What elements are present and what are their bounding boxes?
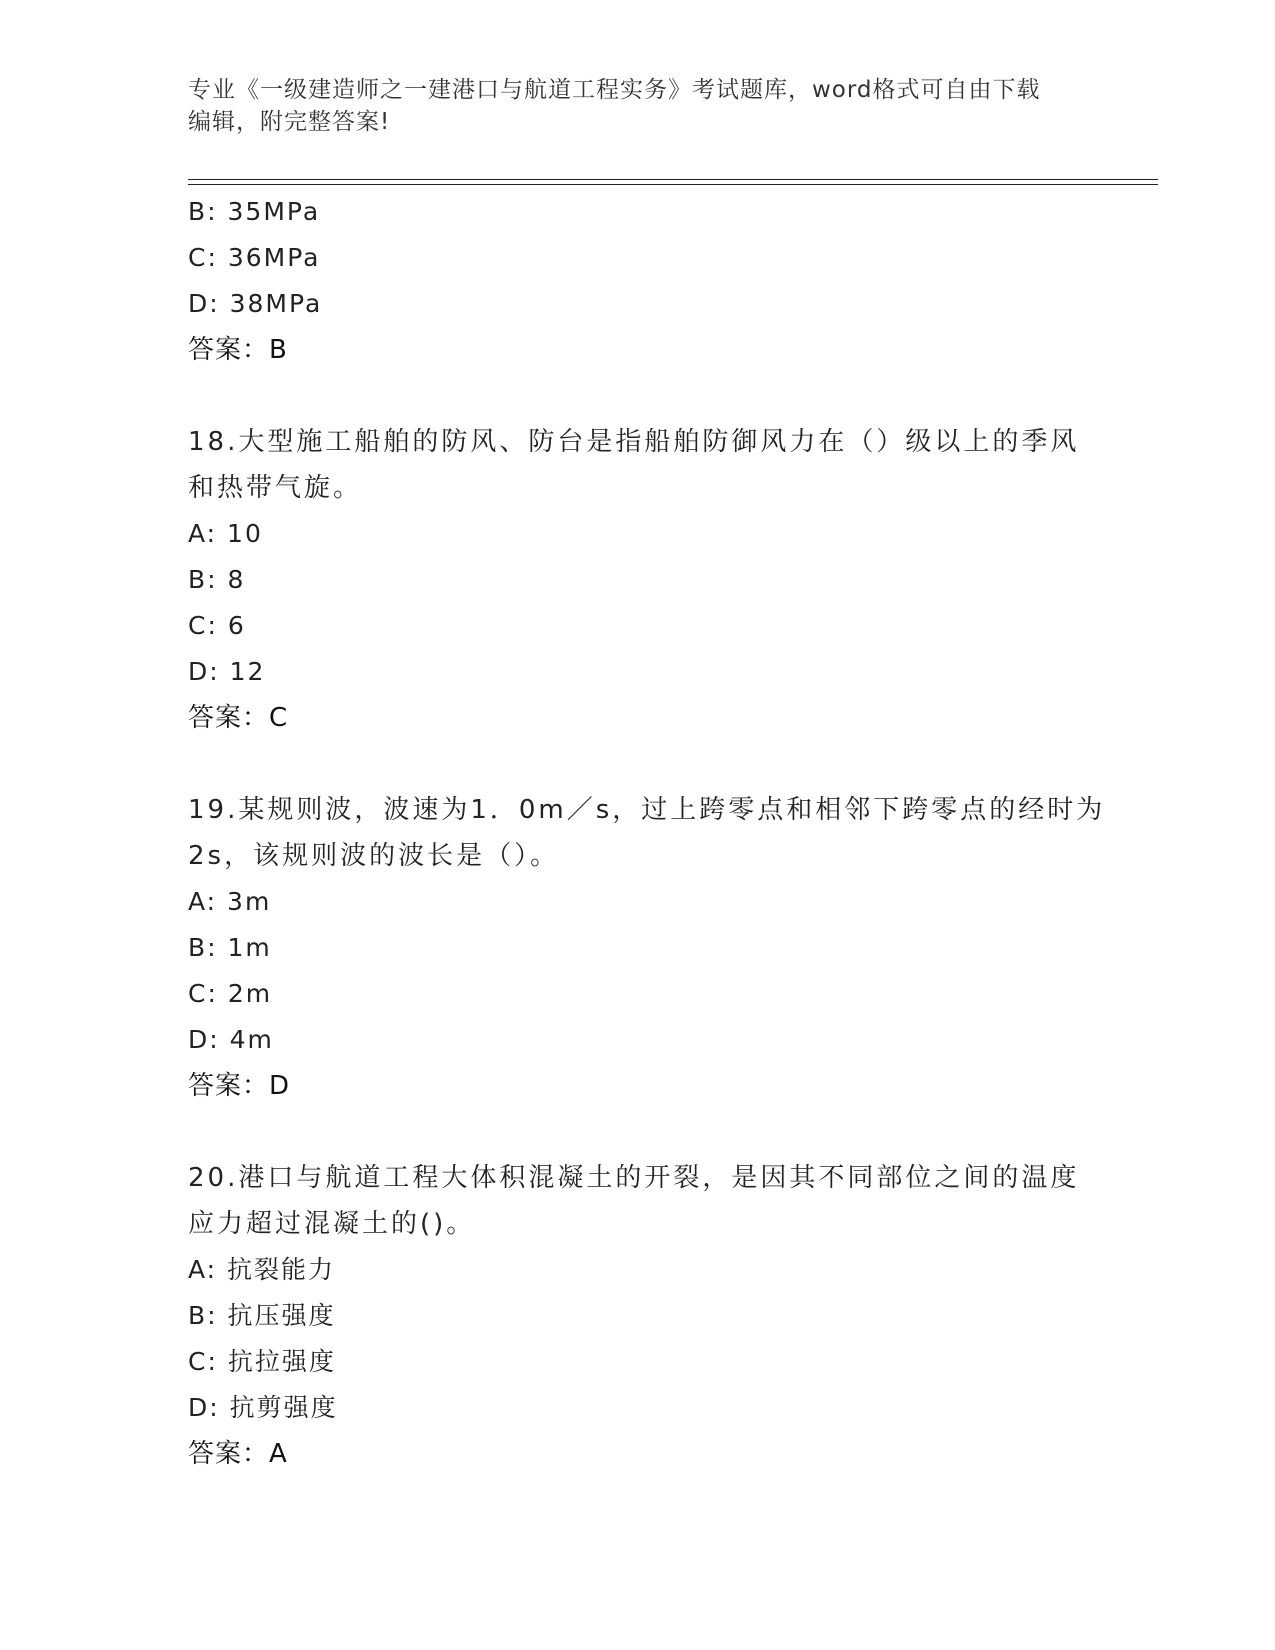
question-20 — [188, 1155, 1128, 1477]
option-b: B: 抗压强度 — [188, 1301, 336, 1330]
question-stem-line-1: 19.某规则波，波速为1．0m／s，过上跨零点和相邻下跨零点的经时为 — [188, 795, 1106, 825]
header-line-2: 编辑，附完整答案! — [188, 109, 391, 135]
spacer — [188, 1109, 1128, 1155]
option-c: C: 6 — [188, 611, 246, 640]
option-d: D: 12 — [188, 657, 266, 686]
question-stem-line-1: 20.港口与航道工程大体积混凝土的开裂，是因其不同部位之间的温度 — [188, 1163, 1080, 1193]
header-divider-bottom — [188, 184, 1158, 185]
option-c: C: 抗拉强度 — [188, 1347, 336, 1376]
question-stem — [188, 419, 1088, 511]
header-divider-top — [188, 179, 1158, 180]
option-d: D: 4m — [188, 1025, 274, 1054]
question-stem-line-2: 和热带气旋。 — [188, 473, 363, 503]
option-d: D: 抗剪强度 — [188, 1393, 338, 1422]
option-b: B: 35MPa — [188, 197, 321, 226]
header-line-1: 专业《一级建造师之一建港口与航道工程实务》考试题库，word格式可自由下载 — [188, 77, 1041, 103]
question-18 — [188, 419, 1128, 741]
option-b: B: 8 — [188, 565, 246, 594]
spacer — [188, 741, 1128, 787]
answer-line: 答案：D — [188, 1071, 291, 1101]
answer-line: 答案：C — [188, 703, 289, 733]
option-d: D: 38MPa — [188, 289, 323, 318]
option-a: A: 10 — [188, 519, 263, 548]
question-stem-line-1: 18.大型施工船舶的防风、防台是指船舶防御风力在（）级以上的季风 — [188, 427, 1080, 457]
option-a: A: 3m — [188, 887, 272, 916]
question-list — [188, 189, 1128, 1477]
option-c: C: 36MPa — [188, 243, 321, 272]
question-stem — [188, 1155, 1088, 1247]
spacer — [188, 373, 1128, 419]
question-17-tail — [188, 189, 1128, 373]
question-stem — [188, 787, 1106, 879]
document-header — [188, 74, 1088, 138]
answer-line: 答案：B — [188, 335, 288, 365]
option-b: B: 1m — [188, 933, 272, 962]
option-c: C: 2m — [188, 979, 273, 1008]
option-a: A: 抗裂能力 — [188, 1255, 336, 1284]
question-stem-line-2: 应力超过混凝土的()。 — [188, 1209, 476, 1239]
question-19 — [188, 787, 1128, 1109]
answer-line: 答案：A — [188, 1439, 288, 1469]
question-stem-line-2: 2s，该规则波的波长是（）。 — [188, 841, 560, 871]
